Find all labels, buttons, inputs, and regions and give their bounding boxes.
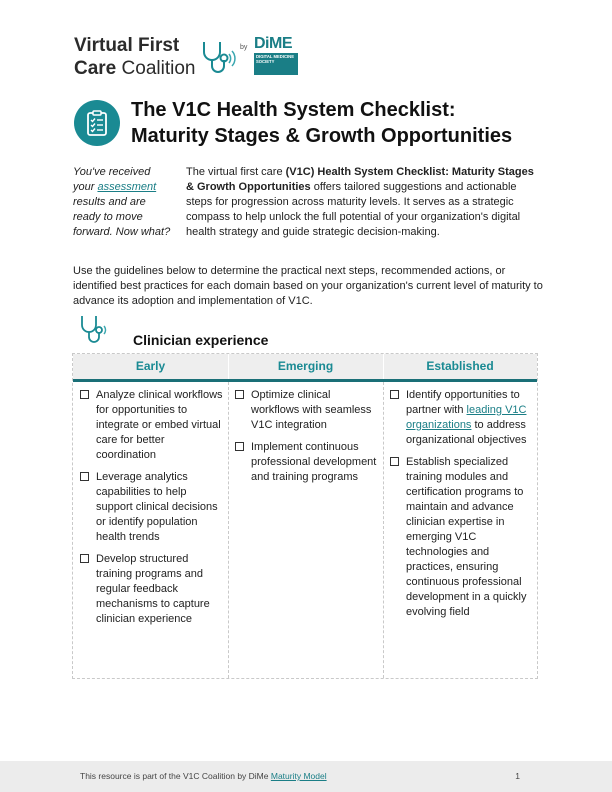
checkbox[interactable]	[235, 442, 244, 451]
intro-paragraph	[186, 165, 538, 240]
page-title	[131, 97, 571, 149]
column-header-established: Established	[383, 354, 537, 379]
intro-post: offers tailored suggestions and actionable steps for progression across maturity levels. It serves as a strategic compass to help unlock the full potential of your organization's digital health strategy and guide strategic decision-making.	[186, 181, 521, 238]
coalition-logo	[74, 34, 195, 80]
checklist-item	[228, 388, 378, 433]
dime-tagline: DIGITAL MEDICINE SOCIETY	[256, 54, 294, 64]
brand-care: Care	[74, 58, 117, 79]
checkbox[interactable]	[390, 457, 399, 466]
stethoscope-icon	[198, 40, 238, 81]
by-label: by	[240, 44, 248, 51]
column-header-early: Early	[73, 354, 228, 379]
header-divider	[383, 354, 384, 379]
column-early	[73, 388, 223, 634]
checklist-item	[383, 388, 533, 448]
checklist-item	[73, 470, 223, 545]
column-emerging	[228, 388, 378, 492]
item-text: Implement continuous professional development and training programs	[251, 441, 377, 483]
stethoscope-icon	[77, 314, 111, 351]
checkbox[interactable]	[390, 390, 399, 399]
item-text: Analyze clinical workflows for opportunities to integrate or embed virtual care for better coordination	[96, 389, 223, 461]
clipboard-checklist-icon	[74, 100, 120, 146]
item-text: Establish specialized training modules and certification programs to maintain and advance clinician expertise in emerging V1C technologies and practices, ensuring continuous professional development in a quickly evolving field	[406, 456, 527, 618]
checklist-item	[383, 455, 533, 620]
item-text: Optimize clinical workflows with seamless V1C integration	[251, 389, 372, 431]
dime-logo	[252, 35, 298, 77]
footer-label: This resource is part of the V1C Coalition by DiMe	[80, 771, 271, 781]
brand-line-2	[74, 57, 195, 80]
item-text: Develop structured training programs and regular feedback mechanisms to capture clinician experience	[96, 553, 210, 625]
item-text-post: to address organizational objectives	[406, 419, 527, 446]
section-title: Clinician experience	[133, 332, 269, 348]
aside-text-before: You've received your	[73, 166, 151, 193]
maturity-model-link[interactable]: Maturity Model	[270, 771, 327, 781]
checklist-item	[228, 440, 378, 485]
page-footer	[0, 761, 612, 792]
header-rule	[73, 379, 537, 382]
column-established	[383, 388, 533, 627]
intro-aside	[73, 165, 173, 240]
intro-pre: The virtual first care	[186, 166, 286, 178]
assessment-link[interactable]: assessment	[97, 181, 157, 193]
item-text: Leverage analytics capabilities to help support clinical decisions or identify population health trends	[96, 471, 218, 543]
item-text-pre: Identify opportunities to partner with	[406, 389, 520, 416]
brand-line-1: Virtual First	[74, 35, 180, 56]
checklist-item	[73, 552, 223, 627]
checkbox[interactable]	[235, 390, 244, 399]
checkbox[interactable]	[80, 554, 89, 563]
page-number: 1	[515, 771, 520, 781]
maturity-table	[72, 353, 538, 679]
header-divider	[228, 354, 229, 379]
leading-v1c-organizations-link[interactable]: leading V1C organizations	[406, 404, 527, 431]
footer-text	[80, 771, 327, 781]
column-header-emerging: Emerging	[228, 354, 383, 379]
checkbox[interactable]	[80, 390, 89, 399]
aside-text-after: results and are ready to move forward. Now what?	[73, 196, 171, 238]
intro-bold: (V1C) Health System Checklist: Maturity Stages & Growth Opportunities	[186, 166, 534, 193]
brand-coalition: Coalition	[116, 58, 196, 79]
title-line-2: Maturity Stages & Growth Opportunities	[131, 125, 513, 147]
checklist-item	[73, 388, 223, 463]
dime-wordmark: DiME	[254, 35, 292, 52]
title-line-1: The V1C Health System Checklist:	[131, 99, 456, 121]
guidelines-paragraph: Use the guidelines below to determine the practical next steps, recommended actions, or identified best practices for each domain based on your organization's current level of maturity to advance its adoption and implementation of V1C.	[73, 265, 543, 307]
checkbox[interactable]	[80, 472, 89, 481]
